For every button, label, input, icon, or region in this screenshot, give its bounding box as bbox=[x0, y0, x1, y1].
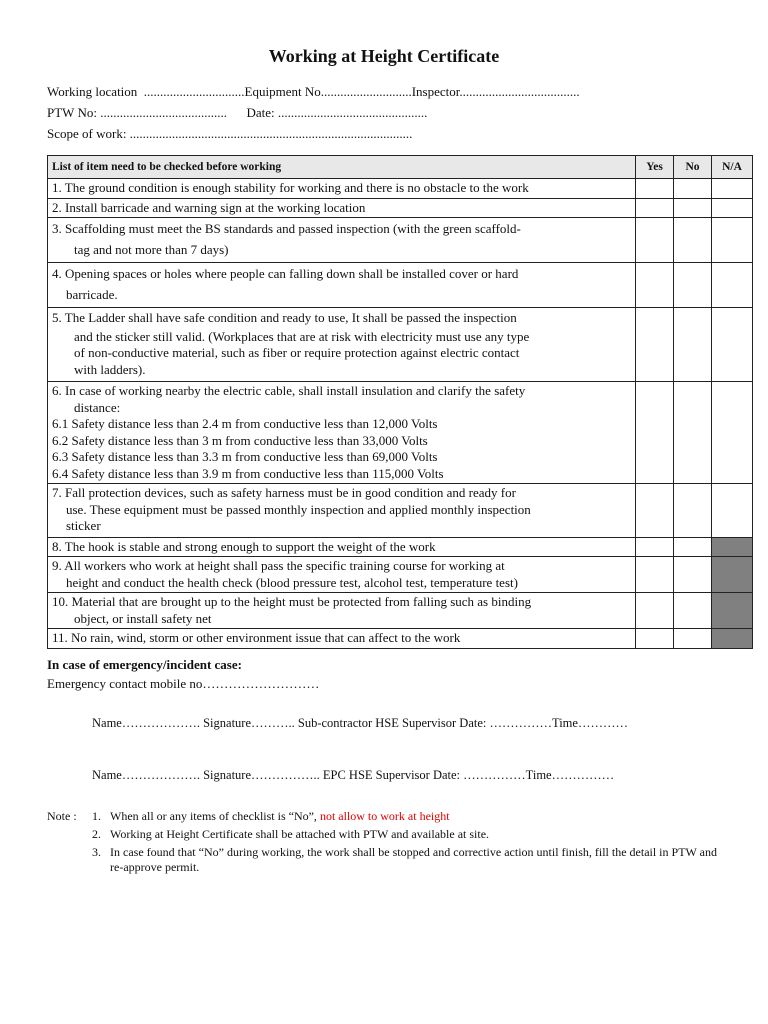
na-cell-disabled bbox=[712, 629, 753, 649]
no-checkbox[interactable] bbox=[674, 382, 712, 484]
yes-checkbox[interactable] bbox=[636, 629, 674, 649]
checklist-table bbox=[47, 155, 753, 649]
column-header-item: List of item need to be checked before working bbox=[48, 156, 636, 179]
table-row bbox=[48, 629, 753, 649]
item-9-line-1: 9. All workers who work at height shall pass the specific training course for working at bbox=[52, 558, 505, 573]
no-checkbox[interactable] bbox=[674, 263, 712, 308]
item-6-4: 6.4 Safety distance less than 3.9 m from conductive less than 115,000 Volts bbox=[52, 465, 444, 481]
warning-text: not allow to work at height bbox=[319, 809, 450, 823]
na-checkbox[interactable] bbox=[712, 263, 753, 308]
table-row bbox=[48, 537, 753, 557]
no-checkbox[interactable] bbox=[674, 557, 712, 593]
checklist-item-7 bbox=[48, 484, 636, 538]
na-checkbox[interactable] bbox=[712, 198, 753, 218]
no-checkbox[interactable] bbox=[674, 593, 712, 629]
na-checkbox[interactable] bbox=[712, 484, 753, 538]
yes-checkbox[interactable] bbox=[636, 218, 674, 263]
notes-label: Note : bbox=[47, 809, 77, 823]
na-checkbox[interactable] bbox=[712, 308, 753, 382]
no-checkbox[interactable] bbox=[674, 179, 712, 199]
checklist-item-4 bbox=[48, 263, 636, 308]
notes-list bbox=[92, 809, 732, 878]
yes-checkbox[interactable] bbox=[636, 537, 674, 557]
checklist-header-row bbox=[48, 156, 753, 179]
item-7-line-2: use. These equipment must be passed monthly inspection and applied monthly inspection bbox=[66, 501, 531, 517]
epc-signature-line[interactable]: Name………………. Signature…………….. EPC HSE Supervisor Date: ……………Time…………… bbox=[92, 768, 615, 782]
no-checkbox[interactable] bbox=[674, 537, 712, 557]
table-row bbox=[48, 308, 753, 382]
column-header-na: N/A bbox=[712, 156, 753, 179]
working-location-line: Working location ...............................Equipment No............................Inspector..................................... bbox=[47, 84, 580, 99]
scope-of-work-line: Scope of work: ....................................................................................... bbox=[47, 126, 413, 141]
na-checkbox[interactable] bbox=[712, 382, 753, 484]
item-6-line-1: 6. In case of working nearby the electric cable, shall install insulation and clarify the safety bbox=[52, 383, 526, 398]
table-row bbox=[48, 198, 753, 218]
checklist-item-5 bbox=[48, 308, 636, 382]
item-6-line-2: distance: bbox=[74, 399, 121, 415]
yes-checkbox[interactable] bbox=[636, 557, 674, 593]
column-header-no: No bbox=[674, 156, 712, 179]
yes-checkbox[interactable] bbox=[636, 308, 674, 382]
table-row bbox=[48, 179, 753, 199]
table-row bbox=[48, 593, 753, 629]
item-4-line-2: barricade. bbox=[66, 286, 118, 302]
item-3-line-1: 3. Scaffolding must meet the BS standards and passed inspection (with the green scaffold- bbox=[52, 221, 521, 236]
item-7-line-1: 7. Fall protection devices, such as safety harness must be in good condition and ready for bbox=[52, 485, 516, 500]
table-row bbox=[48, 557, 753, 593]
item-5-line-2: and the sticker still valid. (Workplaces that are at risk with electricity must use any type bbox=[74, 328, 530, 344]
note-text: In case found that “No” during working, the work shall be stopped and corrective action until finish, fill the detail in PTW and re-approve permit. bbox=[110, 845, 717, 874]
na-cell-disabled bbox=[712, 557, 753, 593]
no-checkbox[interactable] bbox=[674, 629, 712, 649]
checklist-item-9 bbox=[48, 557, 636, 593]
yes-checkbox[interactable] bbox=[636, 179, 674, 199]
checklist-item-11: 11. No rain, wind, storm or other environment issue that can affect to the work bbox=[48, 629, 636, 649]
note-text: When all or any items of checklist is “No”, bbox=[110, 809, 320, 823]
item-6-3: 6.3 Safety distance less than 3.3 m from conductive less than 69,000 Volts bbox=[52, 449, 438, 464]
no-checkbox[interactable] bbox=[674, 218, 712, 263]
checklist-item-3 bbox=[48, 218, 636, 263]
emergency-section-title: In case of emergency/incident case: bbox=[47, 657, 242, 672]
no-checkbox[interactable] bbox=[674, 198, 712, 218]
table-row bbox=[48, 218, 753, 263]
item-4-line-1: 4. Opening spaces or holes where people can falling down shall be installed cover or hard bbox=[52, 266, 519, 281]
no-checkbox[interactable] bbox=[674, 308, 712, 382]
checklist-item-6 bbox=[48, 382, 636, 484]
na-checkbox[interactable] bbox=[712, 179, 753, 199]
page-title: Working at Height Certificate bbox=[268, 46, 500, 66]
item-3-line-2: tag and not more than 7 days) bbox=[74, 241, 229, 257]
checklist-item-8: 8. The hook is stable and strong enough to support the weight of the work bbox=[48, 537, 636, 557]
item-6-1: 6.1 Safety distance less than 2.4 m from conductive less than 12,000 Volts bbox=[52, 416, 438, 431]
note-number: 3. bbox=[92, 845, 101, 859]
note-number: 2. bbox=[92, 827, 101, 841]
item-5-line-3: of non-conductive material, such as fiber or require protection against electric contact bbox=[74, 345, 520, 360]
no-checkbox[interactable] bbox=[674, 484, 712, 538]
item-10-line-2: object, or install safety net bbox=[74, 610, 212, 626]
note-item bbox=[92, 827, 732, 842]
emergency-contact-field[interactable]: Emergency contact mobile no……………………… bbox=[47, 676, 320, 691]
na-cell-disabled bbox=[712, 593, 753, 629]
checklist-item-1: 1. The ground condition is enough stability for working and there is no obstacle to the work bbox=[48, 179, 636, 199]
item-5-line-4: with ladders). bbox=[74, 361, 146, 377]
yes-checkbox[interactable] bbox=[636, 382, 674, 484]
table-row bbox=[48, 382, 753, 484]
subcontractor-signature-line[interactable]: Name………………. Signature……….. Sub-contractor HSE Supervisor Date: ……………Time………… bbox=[92, 716, 628, 730]
note-text: Working at Height Certificate shall be attached with PTW and available at site. bbox=[110, 827, 490, 841]
item-10-line-1: 10. Material that are brought up to the height must be protected from falling such as binding bbox=[52, 594, 532, 609]
yes-checkbox[interactable] bbox=[636, 593, 674, 629]
table-row bbox=[48, 484, 753, 538]
note-number: 1. bbox=[92, 809, 101, 823]
item-9-line-2: height and conduct the health check (blood pressure test, alcohol test, temperature test) bbox=[66, 574, 518, 590]
na-cell-disabled bbox=[712, 537, 753, 557]
checklist-item-10 bbox=[48, 593, 636, 629]
yes-checkbox[interactable] bbox=[636, 198, 674, 218]
yes-checkbox[interactable] bbox=[636, 484, 674, 538]
item-6-2: 6.2 Safety distance less than 3 m from conductive less than 33,000 Volts bbox=[52, 432, 428, 448]
checklist-item-2: 2. Install barricade and warning sign at the working location bbox=[48, 198, 636, 218]
na-checkbox[interactable] bbox=[712, 218, 753, 263]
column-header-yes: Yes bbox=[636, 156, 674, 179]
ptw-date-line: PTW No: ....................................... Date: .............................................. bbox=[47, 105, 428, 120]
note-item bbox=[92, 809, 732, 824]
table-row bbox=[48, 263, 753, 308]
yes-checkbox[interactable] bbox=[636, 263, 674, 308]
note-item bbox=[92, 845, 732, 875]
item-5-line-1: 5. The Ladder shall have safe condition and ready to use, It shall be passed the inspection bbox=[52, 310, 517, 325]
item-7-line-3: sticker bbox=[66, 518, 101, 533]
